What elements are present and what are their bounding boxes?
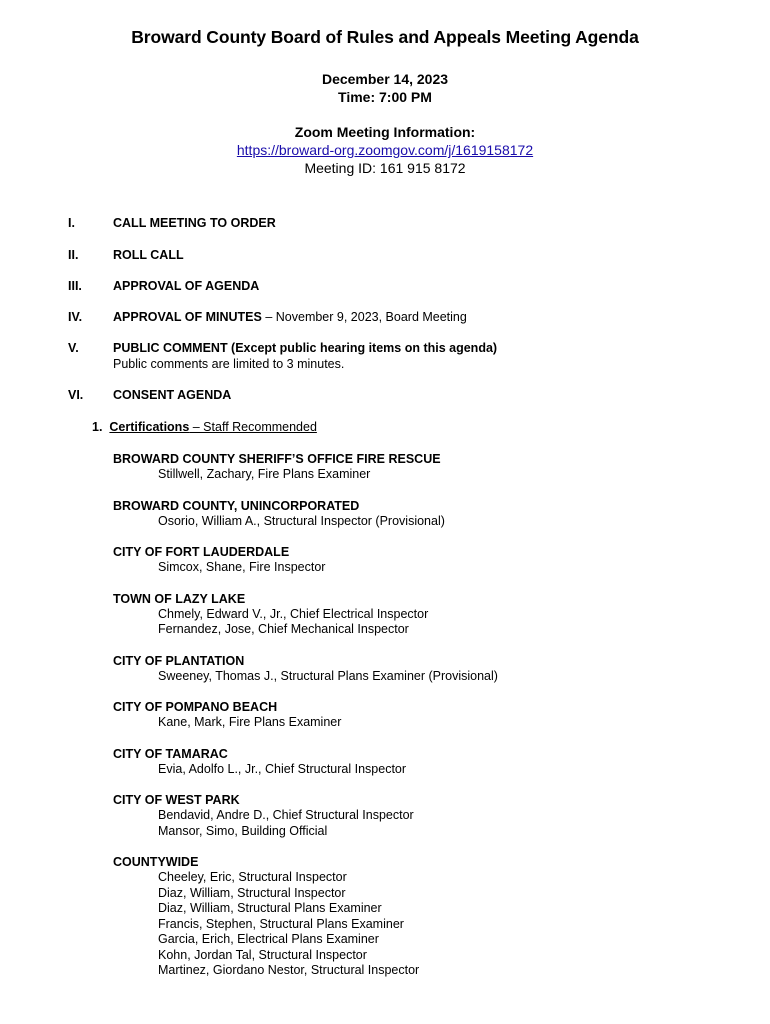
section-title: ROLL CALL [113, 248, 184, 262]
section-number: V. [68, 341, 79, 355]
section-title-wrap [113, 310, 467, 324]
certification-entry: Bendavid, Andre D., Chief Structural Inspector [158, 808, 414, 822]
certification-entry: Osorio, William A., Structural Inspector (Provisional) [158, 513, 445, 528]
section-number: III. [68, 279, 82, 293]
meeting-id: Meeting ID: 161 915 8172 [304, 160, 466, 176]
jurisdiction-name: CITY OF POMPANO BEACH [113, 700, 278, 714]
section-title: APPROVAL OF MINUTES [113, 310, 262, 324]
certification-entry: Simcox, Shane, Fire Inspector [158, 560, 326, 574]
item-detail: – Staff Recommended [189, 420, 317, 434]
jurisdiction-group [113, 854, 498, 979]
jurisdiction-group [113, 746, 498, 778]
jurisdiction-name: BROWARD COUNTY, UNINCORPORATED [113, 498, 360, 513]
section-title: CONSENT AGENDA [113, 388, 232, 402]
section-number: II. [68, 248, 79, 262]
jurisdiction-group [113, 792, 498, 839]
section-detail: – November 9, 2023, Board Meeting [261, 310, 467, 324]
jurisdiction-group [113, 451, 498, 483]
zoom-heading: Zoom Meeting Information: [294, 124, 476, 140]
section-number: VI. [68, 388, 84, 402]
zoom-link[interactable]: https://broward-org.zoomgov.com/j/1619158172 [236, 142, 534, 158]
certification-entry: Garcia, Erich, Electrical Plans Examiner [158, 932, 379, 946]
certification-groups [113, 451, 498, 994]
certification-entry: Diaz, William, Structural Inspector [158, 885, 346, 900]
jurisdiction-name: CITY OF FORT LAUDERDALE [113, 545, 290, 559]
jurisdiction-group [113, 544, 498, 576]
consent-item-certifications [92, 420, 317, 434]
section-title: PUBLIC COMMENT (Except public hearing items on this agenda) [113, 341, 498, 355]
jurisdiction-group [113, 653, 498, 685]
page-title: Broward County Board of Rules and Appeals Meeting Agenda [131, 27, 639, 47]
jurisdiction-group [113, 498, 498, 530]
certification-entry: Kohn, Jordan Tal, Structural Inspector [158, 947, 367, 962]
jurisdiction-name: COUNTYWIDE [113, 855, 199, 869]
item-number: 1. [92, 420, 103, 434]
meeting-time: Time: 7:00 PM [338, 89, 432, 105]
certification-entry: Sweeney, Thomas J., Structural Plans Examiner (Provisional) [158, 668, 498, 683]
certification-entry: Fernandez, Jose, Chief Mechanical Inspector [158, 622, 409, 636]
certification-entry: Diaz, William, Structural Plans Examiner [158, 901, 382, 915]
meeting-date: December 14, 2023 [321, 71, 449, 87]
section-title: APPROVAL OF AGENDA [113, 279, 260, 293]
section-number: I. [68, 216, 75, 230]
jurisdiction-group [113, 591, 498, 638]
certification-entry: Evia, Adolfo L., Jr., Chief Structural Inspector [158, 761, 407, 776]
jurisdiction-group [113, 699, 498, 731]
certification-entry: Chmely, Edward V., Jr., Chief Electrical Inspector [158, 606, 429, 621]
certification-entry: Mansor, Simo, Building Official [158, 823, 328, 838]
section-title: CALL MEETING TO ORDER [113, 216, 276, 230]
section-number: IV. [68, 310, 83, 324]
jurisdiction-name: TOWN OF LAZY LAKE [113, 591, 246, 606]
jurisdiction-name: CITY OF WEST PARK [113, 793, 240, 807]
jurisdiction-name: BROWARD COUNTY SHERIFF’S OFFICE FIRE RESCUE [113, 452, 441, 466]
jurisdiction-name: CITY OF TAMARAC [113, 746, 228, 761]
item-title: Certifications [109, 420, 190, 434]
certification-entry: Kane, Mark, Fire Plans Examiner [158, 715, 342, 729]
certification-entry: Stillwell, Zachary, Fire Plans Examiner [158, 467, 371, 481]
certification-entry: Cheeley, Eric, Structural Inspector [158, 870, 347, 884]
certification-entry: Francis, Stephen, Structural Plans Examiner [158, 916, 404, 931]
section-note: Public comments are limited to 3 minutes. [113, 357, 345, 371]
certification-entry: Martinez, Giordano Nestor, Structural Inspector [158, 963, 420, 977]
jurisdiction-name: CITY OF PLANTATION [113, 653, 245, 668]
